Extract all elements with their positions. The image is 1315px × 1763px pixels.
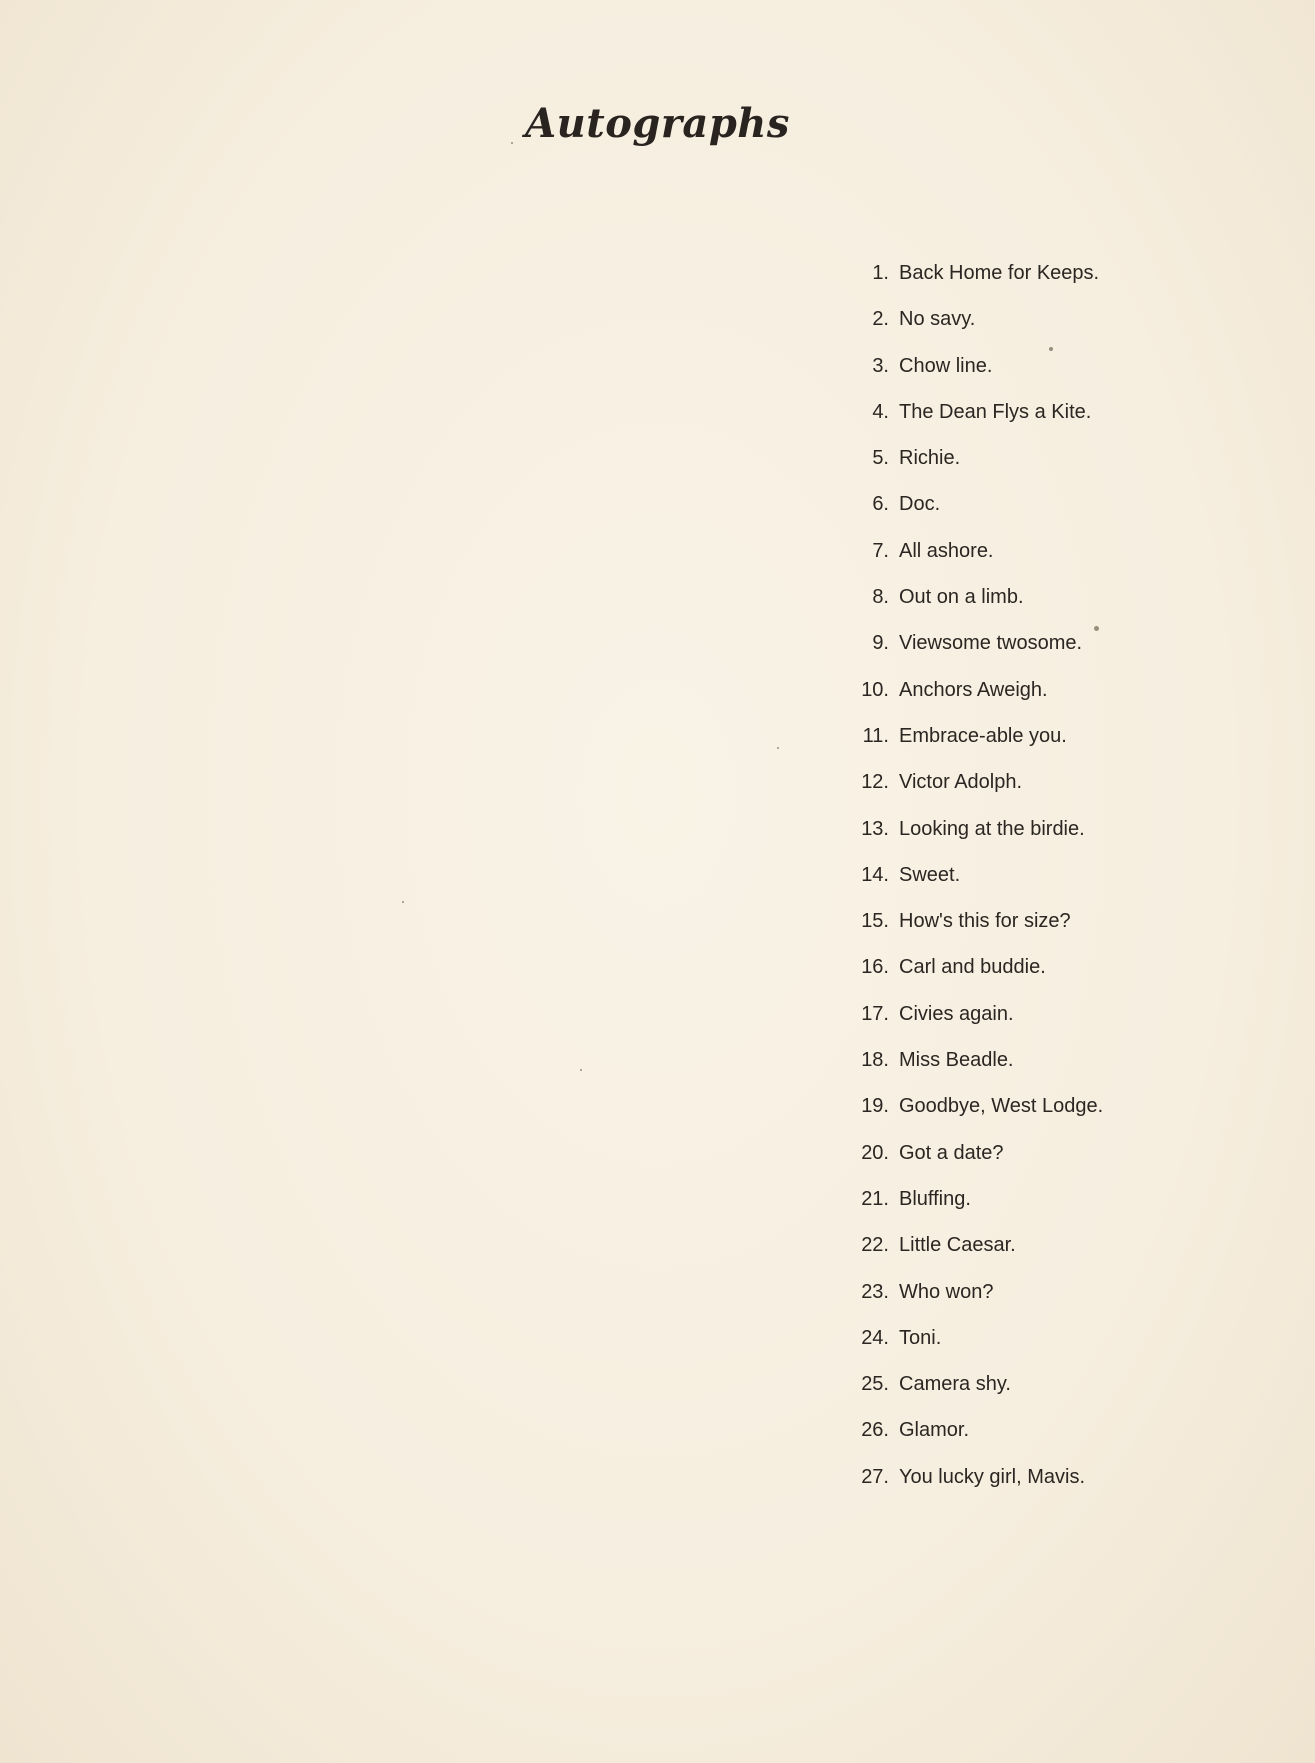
caption-item [840, 447, 1103, 493]
paper-speck [777, 747, 779, 749]
caption-number: 2. [872, 308, 889, 331]
caption-item [840, 355, 1103, 401]
caption-item [840, 864, 1103, 910]
paper-speck [580, 1069, 582, 1071]
caption-text: Bluffing. [899, 1187, 971, 1210]
caption-item [840, 818, 1103, 864]
caption-text: Goodbye, West Lodge. [899, 1095, 1104, 1118]
caption-number: 8. [872, 586, 889, 609]
caption-number: 26. [861, 1419, 889, 1442]
photo-caption-list [840, 262, 1103, 1512]
caption-text: How's this for size? [899, 910, 1071, 933]
caption-number: 19. [861, 1095, 889, 1118]
caption-text: Out on a limb. [899, 586, 1024, 609]
caption-number: 18. [861, 1049, 889, 1072]
caption-number: 11. [862, 724, 889, 747]
caption-item [840, 1373, 1103, 1419]
caption-text: Carl and buddie. [899, 956, 1046, 979]
caption-text: Viewsome twosome. [899, 632, 1083, 655]
caption-item [840, 1419, 1103, 1465]
caption-text: No savy. [899, 308, 976, 331]
caption-item [840, 1327, 1103, 1373]
caption-number: 16. [861, 956, 889, 979]
caption-text: Victor Adolph. [899, 771, 1023, 794]
paper-speck [402, 901, 404, 903]
caption-item [840, 586, 1103, 632]
caption-number: 24. [861, 1326, 889, 1349]
caption-item [840, 1188, 1103, 1234]
caption-number: 5. [872, 447, 889, 470]
caption-item [840, 679, 1103, 725]
caption-number: 3. [872, 354, 889, 377]
caption-text: The Dean Flys a Kite. [899, 400, 1092, 423]
caption-text: Embrace-able you. [899, 724, 1067, 747]
caption-text: You lucky girl, Mavis. [899, 1465, 1085, 1488]
caption-number: 6. [872, 493, 889, 516]
caption-item [840, 1142, 1103, 1188]
caption-item [840, 632, 1103, 678]
caption-text: Glamor. [899, 1419, 970, 1442]
caption-number: 7. [872, 539, 889, 562]
caption-number: 4. [872, 400, 889, 423]
caption-item [840, 1003, 1103, 1049]
caption-text: Camera shy. [899, 1373, 1011, 1396]
caption-number: 25. [861, 1373, 889, 1396]
caption-number: 22. [861, 1234, 889, 1257]
caption-text: Richie. [899, 447, 961, 470]
page-title: Autographs [525, 100, 790, 147]
caption-number: 15. [861, 910, 889, 933]
caption-text: Got a date? [899, 1141, 1004, 1164]
caption-text: Chow line. [899, 354, 993, 377]
caption-number: 21. [861, 1187, 889, 1210]
caption-item [840, 401, 1103, 447]
caption-item [840, 493, 1103, 539]
caption-text: Back Home for Keeps. [899, 262, 1100, 284]
caption-item [840, 725, 1103, 771]
caption-text: All ashore. [899, 539, 994, 562]
caption-item [840, 1466, 1103, 1512]
caption-item [840, 540, 1103, 586]
caption-text: Anchors Aweigh. [899, 678, 1048, 701]
caption-item [840, 1234, 1103, 1280]
caption-item [840, 910, 1103, 956]
caption-item [840, 308, 1103, 354]
caption-number: 12. [861, 771, 889, 794]
caption-text: Sweet. [899, 863, 961, 886]
caption-item [840, 1281, 1103, 1327]
caption-number: 10. [861, 678, 889, 701]
caption-number: 13. [861, 817, 889, 840]
caption-text: Miss Beadle. [899, 1049, 1014, 1072]
caption-text: Toni. [899, 1326, 942, 1349]
caption-text: Civies again. [899, 1002, 1014, 1025]
caption-number: 27. [861, 1465, 889, 1488]
caption-text: Little Caesar. [899, 1234, 1016, 1257]
caption-number: 20. [861, 1141, 889, 1164]
caption-item [840, 771, 1103, 817]
caption-number: 1. [872, 262, 889, 284]
caption-number: 14. [861, 863, 889, 886]
caption-item [840, 1095, 1103, 1141]
caption-item [840, 262, 1103, 308]
caption-text: Looking at the birdie. [899, 817, 1085, 840]
caption-number: 17. [861, 1002, 889, 1025]
caption-text: Doc. [899, 493, 941, 516]
caption-item [840, 1049, 1103, 1095]
caption-number: 23. [861, 1280, 889, 1303]
caption-item [840, 956, 1103, 1002]
caption-number: 9. [872, 632, 889, 655]
caption-text: Who won? [899, 1280, 994, 1303]
